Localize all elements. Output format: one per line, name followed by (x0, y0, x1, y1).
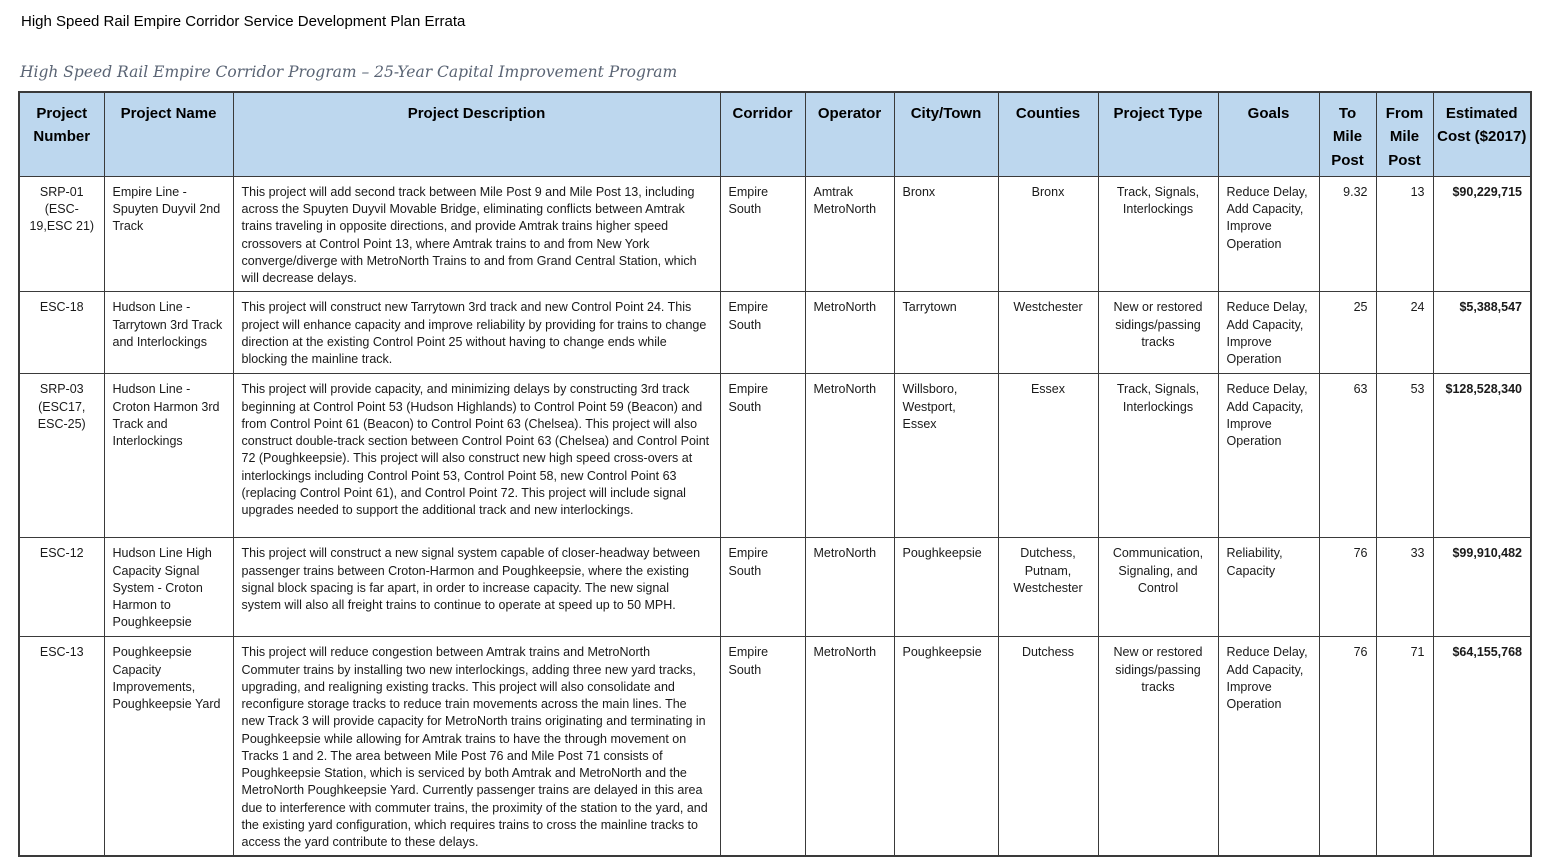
project-number-cell: SRP-03 (ESC17, ESC-25) (19, 374, 104, 538)
operator-cell: MetroNorth (805, 374, 894, 538)
operator-cell: Amtrak MetroNorth (805, 176, 894, 292)
counties-cell: Westchester (998, 292, 1098, 374)
table-header-row (19, 92, 1531, 176)
counties-cell: Bronx (998, 176, 1098, 292)
column-header-project-name: Project Name (104, 92, 233, 176)
corridor-cell: Empire South (720, 292, 805, 374)
project-number-cell: ESC-18 (19, 292, 104, 374)
corridor-cell: Empire South (720, 374, 805, 538)
estimated-cost-cell: $128,528,340 (1433, 374, 1531, 538)
project-number-cell: ESC-13 (19, 637, 104, 857)
page-subtitle: High Speed Rail Empire Corridor Program – 25-Year Capital Improvement Program (20, 63, 678, 81)
project-name-cell: Poughkeepsie Capacity Improvements, Poughkeepsie Yard (104, 637, 233, 857)
table-row (19, 176, 1531, 292)
capital-improvement-table (18, 91, 1532, 857)
table-row (19, 292, 1531, 374)
project-description-cell: This project will reduce congestion between Amtrak trains and MetroNorth Commuter trains by installing two new interlockings, adding three new yard tracks, upgrading, and realigning existing tracks. This project will also consolidate and reconfigure storage tracks to reduce train movements across the main lines. The new Track 3 will provide capacity for MetroNorth trains originating and terminating in Poughkeepsie while allowing for Amtrak trains to have the through movement on Tracks 1 and 2. The area between Mile Post 76 and Mile Post 71 consists of Poughkeepsie Station, which is serviced by both Amtrak and MetroNorth and the MetroNorth Poughkeepsie Yard. Currently passenger trains are delayed in this area due to interference with commuter trains, the proximity of the station to the yard, and the existing yard configuration, which requires trains to cross the mainline tracks to access the yard contribute to these delays. (233, 637, 720, 857)
page-title: High Speed Rail Empire Corridor Service Development Plan Errata (21, 13, 466, 30)
project-type-cell: Communication, Signaling, and Control (1098, 538, 1218, 637)
from-mile-post-cell: 53 (1376, 374, 1433, 538)
project-number-cell: SRP-01 (ESC-19,ESC 21) (19, 176, 104, 292)
project-type-cell: Track, Signals, Interlockings (1098, 374, 1218, 538)
operator-cell: MetroNorth (805, 292, 894, 374)
project-description-cell: This project will provide capacity, and minimizing delays by constructing 3rd track beginning at Control Point 53 (Hudson Highlands) to Control Point 59 (Beacon) and from Control Point 61 (Beacon) to Control Point 63 (Chelsea). This project will also construct double-track section between Control Point 63 (Chelsea) and Control Point 72 (Poughkeepsie). This project will also construct new high speed cross-overs at interlockings including Control Point 53, Control Point 58, new Control Point 63 (replacing Control Point 61), and Control Point 72. This project will include signal upgrades needed to support the additional track and new interlockings. (233, 374, 720, 538)
from-mile-post-cell: 33 (1376, 538, 1433, 637)
column-header-city-town: City/Town (894, 92, 998, 176)
column-header-estimated-cost: Estimated Cost ($2017) (1433, 92, 1531, 176)
column-header-operator: Operator (805, 92, 894, 176)
project-name-cell: Hudson Line - Croton Harmon 3rd Track and Interlockings (104, 374, 233, 538)
city-town-cell: Bronx (894, 176, 998, 292)
city-town-cell: Willsboro, Westport, Essex (894, 374, 998, 538)
goals-cell: Reduce Delay, Add Capacity, Improve Operation (1218, 176, 1319, 292)
from-mile-post-cell: 13 (1376, 176, 1433, 292)
column-header-to-mile-post: To Mile Post (1319, 92, 1376, 176)
table-row (19, 374, 1531, 538)
column-header-project-number: Project Number (19, 92, 104, 176)
corridor-cell: Empire South (720, 176, 805, 292)
project-description-cell: This project will construct a new signal system capable of closer-headway between passenger trains between Croton-Harmon and Poughkeepsie, where the existing signal block spacing is far apart, in order to increase capacity. The new signal system will also all freight trains to continue to operate at speed up to 50 MPH. (233, 538, 720, 637)
column-header-project-type: Project Type (1098, 92, 1218, 176)
goals-cell: Reduce Delay, Add Capacity, Improve Operation (1218, 637, 1319, 857)
project-description-cell: This project will construct new Tarrytown 3rd track and new Control Point 24. This project will enhance capacity and improve reliability by providing for trains to change direction at the existing Control Point 25 without having to change ends while blocking the mainline track. (233, 292, 720, 374)
to-mile-post-cell: 63 (1319, 374, 1376, 538)
table-row (19, 538, 1531, 637)
project-type-cell: New or restored sidings/passing tracks (1098, 292, 1218, 374)
operator-cell: MetroNorth (805, 538, 894, 637)
to-mile-post-cell: 76 (1319, 538, 1376, 637)
city-town-cell: Tarrytown (894, 292, 998, 374)
goals-cell: Reliability, Capacity (1218, 538, 1319, 637)
estimated-cost-cell: $99,910,482 (1433, 538, 1531, 637)
column-header-project-description: Project Description (233, 92, 720, 176)
to-mile-post-cell: 25 (1319, 292, 1376, 374)
column-header-from-mile-post: From Mile Post (1376, 92, 1433, 176)
estimated-cost-cell: $64,155,768 (1433, 637, 1531, 857)
corridor-cell: Empire South (720, 637, 805, 857)
project-name-cell: Hudson Line High Capacity Signal System - Croton Harmon to Poughkeepsie (104, 538, 233, 637)
city-town-cell: Poughkeepsie (894, 637, 998, 857)
counties-cell: Dutchess, Putnam, Westchester (998, 538, 1098, 637)
project-number-cell: ESC-12 (19, 538, 104, 637)
column-header-counties: Counties (998, 92, 1098, 176)
table-row (19, 637, 1531, 857)
goals-cell: Reduce Delay, Add Capacity, Improve Operation (1218, 292, 1319, 374)
project-name-cell: Hudson Line - Tarrytown 3rd Track and Interlockings (104, 292, 233, 374)
column-header-goals: Goals (1218, 92, 1319, 176)
counties-cell: Essex (998, 374, 1098, 538)
estimated-cost-cell: $5,388,547 (1433, 292, 1531, 374)
estimated-cost-cell: $90,229,715 (1433, 176, 1531, 292)
project-description-cell: This project will add second track between Mile Post 9 and Mile Post 13, including across the Spuyten Duyvil Movable Bridge, eliminating conflicts between Amtrak trains traveling in opposite directions, and provide Amtrak trains higher speed crossovers at Control Point 13, where Amtrak trains to and from New York converge/diverge with MetroNorth Trains to and from Grand Central Station, which will decrease delays. (233, 176, 720, 292)
from-mile-post-cell: 71 (1376, 637, 1433, 857)
project-name-cell: Empire Line - Spuyten Duyvil 2nd Track (104, 176, 233, 292)
project-type-cell: New or restored sidings/passing tracks (1098, 637, 1218, 857)
city-town-cell: Poughkeepsie (894, 538, 998, 637)
project-type-cell: Track, Signals, Interlockings (1098, 176, 1218, 292)
goals-cell: Reduce Delay, Add Capacity, Improve Operation (1218, 374, 1319, 538)
column-header-corridor: Corridor (720, 92, 805, 176)
to-mile-post-cell: 9.32 (1319, 176, 1376, 292)
to-mile-post-cell: 76 (1319, 637, 1376, 857)
from-mile-post-cell: 24 (1376, 292, 1433, 374)
corridor-cell: Empire South (720, 538, 805, 637)
operator-cell: MetroNorth (805, 637, 894, 857)
counties-cell: Dutchess (998, 637, 1098, 857)
